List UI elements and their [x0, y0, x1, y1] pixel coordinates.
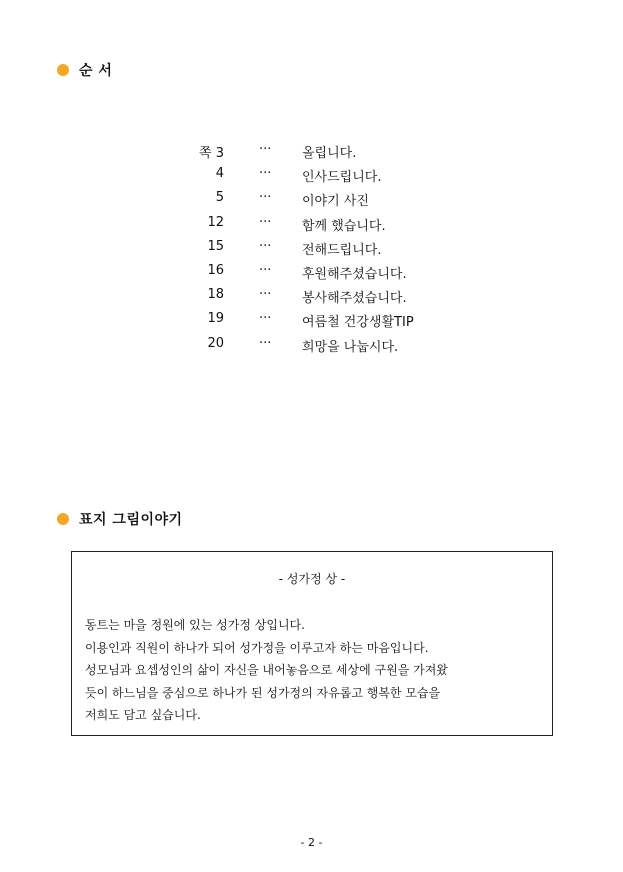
toc-row [0, 260, 623, 284]
toc-entry-title: 올립니다. [302, 146, 357, 161]
page-number: - 2 - [300, 836, 323, 849]
toc-leader-dots: ··· [259, 311, 272, 327]
toc-row [0, 139, 623, 163]
toc-leader-dots: ··· [259, 238, 272, 254]
toc-row [0, 284, 623, 308]
toc-page-number: 4 [215, 166, 224, 182]
orange-bullet-icon [57, 513, 69, 525]
toc-leader-dots: ··· [259, 166, 272, 182]
toc-leader-dots: ··· [259, 262, 272, 278]
orange-bullet-icon [57, 64, 69, 76]
toc-section-header [57, 60, 112, 80]
toc-entry-title: 인사드립니다. [302, 170, 382, 186]
toc-page-number: 16 [207, 262, 224, 278]
table-of-contents [0, 139, 623, 357]
cover-caption: - 성가정 상 - [278, 572, 346, 586]
toc-leader-dots: ··· [259, 287, 272, 303]
cover-story-line: 저희도 담고 싶습니다. [85, 708, 201, 722]
toc-entry-title: 봉사해주셨습니다. [302, 291, 407, 307]
toc-row [0, 212, 623, 236]
cover-story-box [71, 551, 553, 736]
toc-entry-title: 전해드립니다. [302, 242, 382, 258]
cover-story-line: 성모님과 요셉성인의 삶이 자신을 내어놓음으로 세상에 구원을 가져왔 [85, 663, 448, 677]
toc-entry-title: 함께 했습니다. [302, 218, 386, 234]
toc-row [0, 163, 623, 187]
cover-story-line: 동트는 마을 정원에 있는 성가정 상입니다. [85, 618, 305, 632]
cover-story-text [85, 614, 448, 727]
toc-page-number: 쪽 3 [199, 146, 224, 161]
toc-page-number: 12 [207, 214, 224, 230]
toc-leader-dots: ··· [259, 190, 272, 206]
toc-page-number: 18 [207, 287, 224, 303]
cover-story-line: 이용인과 직원이 하나가 되어 성가정을 이루고자 하는 마음입니다. [85, 640, 429, 655]
toc-section-title: 순 서 [79, 63, 113, 79]
cover-story-line: 듯이 하느님을 중심으로 하나가 된 성가정의 자유롭고 행복한 모습을 [85, 685, 441, 700]
toc-leader-dots: ··· [259, 214, 272, 230]
toc-page-number: 19 [207, 311, 224, 327]
toc-entry-title: 여름철 건강생활TIP [302, 315, 414, 331]
toc-entry-title: 이야기 사진 [302, 194, 369, 210]
toc-page-number: 5 [215, 190, 224, 206]
toc-entry-title: 후원해주셨습니다. [302, 266, 407, 282]
toc-row [0, 308, 623, 332]
toc-leader-dots: ··· [259, 335, 272, 351]
toc-page-number: 20 [207, 335, 224, 351]
cover-section-header [57, 509, 183, 529]
toc-page-number: 15 [207, 238, 224, 254]
toc-row [0, 187, 623, 211]
cover-section-title: 표지 그림이야기 [79, 512, 183, 528]
toc-leader-dots: ··· [259, 142, 272, 157]
toc-entry-title: 희망을 나눕시다. [302, 339, 399, 355]
toc-row [0, 333, 623, 357]
toc-row [0, 236, 623, 260]
